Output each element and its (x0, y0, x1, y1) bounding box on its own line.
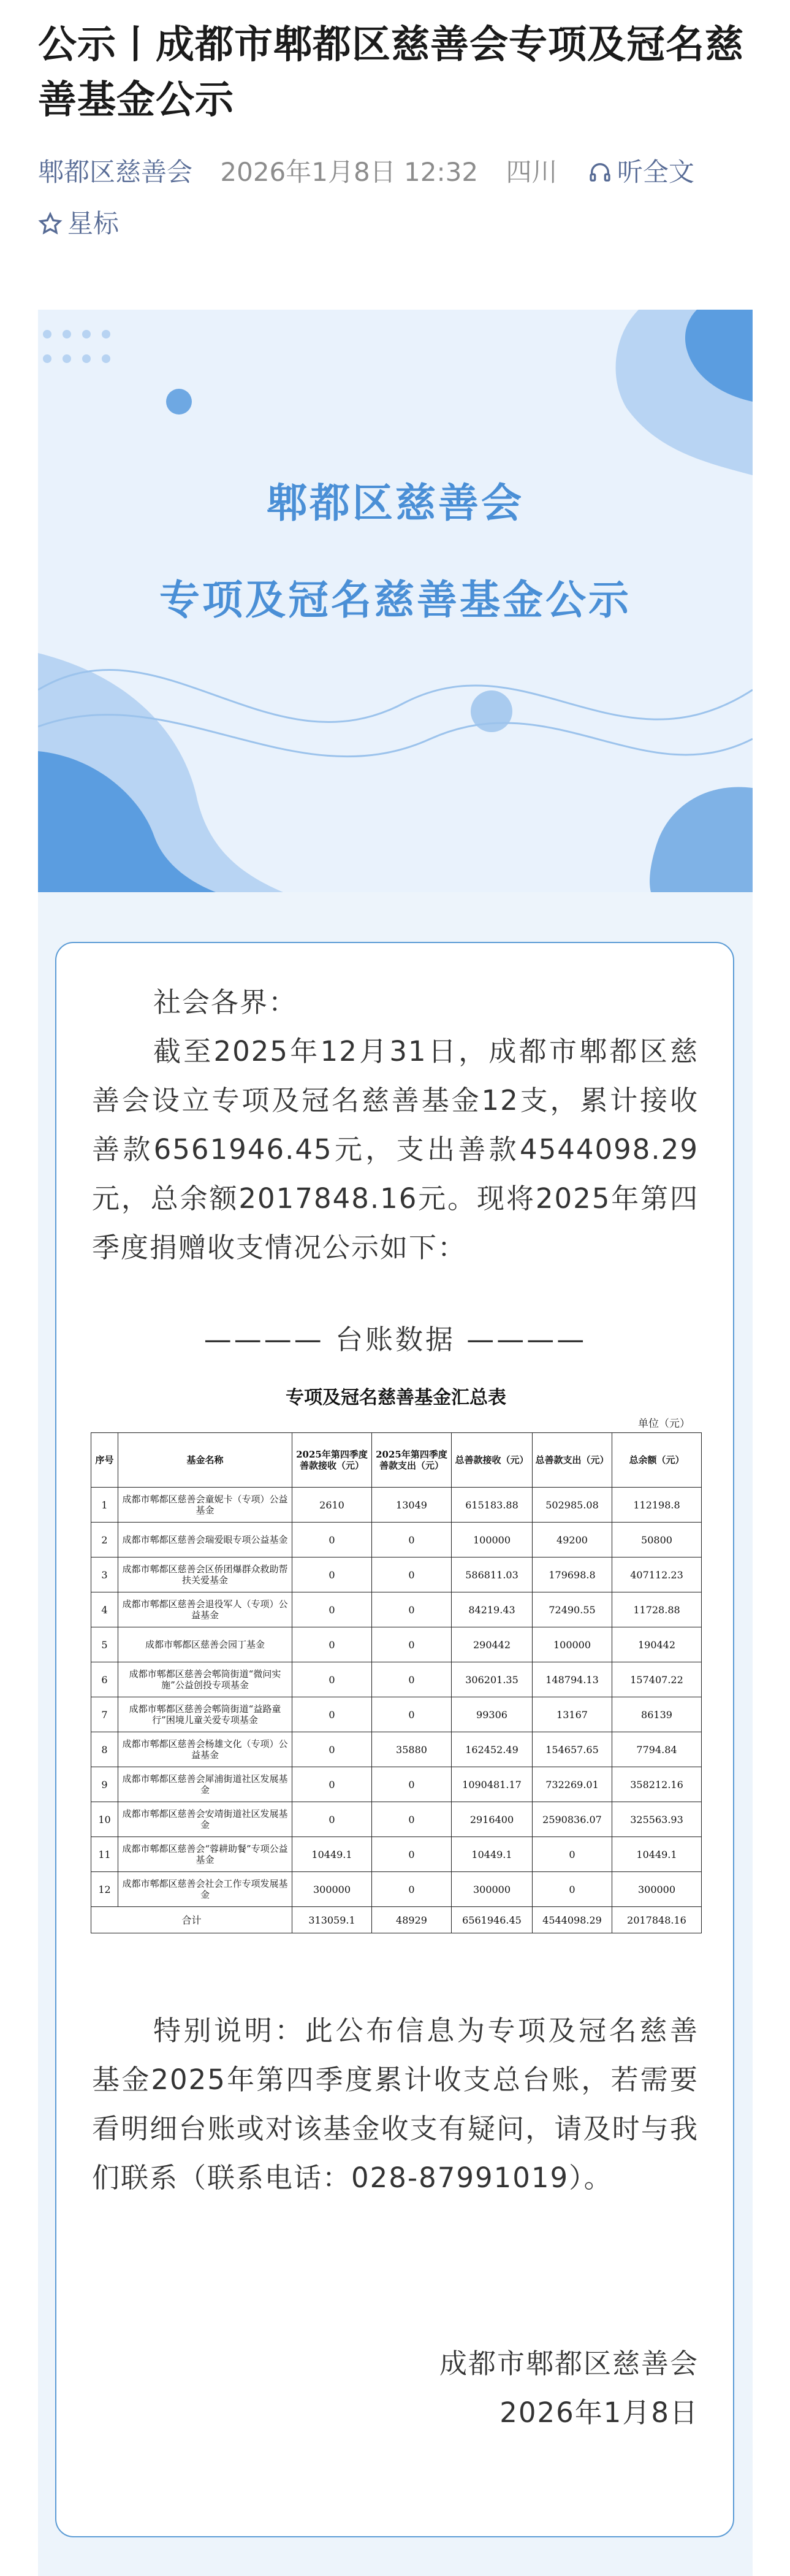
cell-balance: 190442 (612, 1627, 702, 1662)
cell-fund-name: 成都市郫都区慈善会杨雄文化（专项）公益基金 (118, 1732, 292, 1767)
table-row (91, 1767, 702, 1802)
table-row (91, 1872, 702, 1907)
listen-label: 听全文 (617, 157, 694, 187)
cell-q4-in: 0 (292, 1767, 372, 1802)
cell-q4-in: 0 (292, 1627, 372, 1662)
cell-q4-out: 0 (372, 1837, 452, 1872)
table-row (91, 1557, 702, 1592)
table-row (91, 1662, 702, 1697)
total-total-out: 4544098.29 (533, 1907, 612, 1933)
cell-balance: 86139 (612, 1697, 702, 1732)
cell-fund-name: 成都市郫都区慈善会“蓉耕助餐”专项公益基金 (118, 1837, 292, 1872)
cell-total-in: 84219.43 (452, 1592, 533, 1627)
headphones-icon (588, 160, 612, 185)
cell-q4-out: 0 (372, 1697, 452, 1732)
cell-no: 6 (91, 1662, 118, 1697)
ledger-divider: ———— 台账数据 ———— (203, 1323, 587, 1356)
cell-balance: 325563.93 (612, 1802, 702, 1837)
cell-q4-in: 2610 (292, 1488, 372, 1523)
total-total-in: 6561946.45 (452, 1907, 533, 1933)
intro-paragraph: 截至2025年12月31日，成都市郫都区慈善会设立专项及冠名慈善基金12支，累计接收善款6561946.45元，支出善款4544098.29元，总余额2017848.16元。现将2025年第四季度捐赠收支情况公示如下： (92, 1035, 699, 1264)
header-balance: 总余额（元） (612, 1433, 702, 1488)
cell-q4-out: 0 (372, 1523, 452, 1557)
cell-q4-out: 0 (372, 1767, 452, 1802)
cell-total-out: 154657.65 (533, 1732, 612, 1767)
account-name-link[interactable]: 郫都区慈善会 (38, 157, 193, 187)
cell-balance: 7794.84 (612, 1732, 702, 1767)
table-row (91, 1488, 702, 1523)
table-title: 专项及冠名慈善基金汇总表 (286, 1387, 506, 1408)
cell-no: 7 (91, 1697, 118, 1732)
signature-date: 2026年1月8日 (499, 2396, 699, 2429)
cell-total-in: 162452.49 (452, 1732, 533, 1767)
cell-fund-name: 成都市郫都区慈善会童妮卡（专项）公益基金 (118, 1488, 292, 1523)
cell-total-in: 2916400 (452, 1802, 533, 1837)
cell-q4-in: 0 (292, 1557, 372, 1592)
star-icon (38, 212, 63, 236)
star-label: 星标 (67, 208, 120, 239)
cell-no: 11 (91, 1837, 118, 1872)
cell-q4-out: 35880 (372, 1732, 452, 1767)
cell-balance: 50800 (612, 1523, 702, 1557)
cell-no: 12 (91, 1872, 118, 1907)
cell-fund-name: 成都市郫都区慈善会瑞爱眼专项公益基金 (118, 1523, 292, 1557)
cell-total-out: 179698.8 (533, 1557, 612, 1592)
cell-q4-in: 0 (292, 1592, 372, 1627)
cell-fund-name: 成都市郫都区慈善会犀浦街道社区发展基金 (118, 1767, 292, 1802)
star-button[interactable] (38, 205, 761, 243)
cell-balance: 358212.16 (612, 1767, 702, 1802)
cell-total-in: 306201.35 (452, 1662, 533, 1697)
total-label: 合计 (91, 1907, 292, 1933)
cell-q4-in: 0 (292, 1662, 372, 1697)
cell-fund-name: 成都市郫都区慈善会郫筒街道“益路童行”困境儿童关爱专项基金 (118, 1697, 292, 1732)
total-q4-out: 48929 (372, 1907, 452, 1933)
cell-total-out: 0 (533, 1872, 612, 1907)
cell-total-in: 586811.03 (452, 1557, 533, 1592)
cell-fund-name: 成都市郫都区慈善会区侨团爆群众救助帮扶关爱基金 (118, 1557, 292, 1592)
cell-fund-name: 成都市郫都区慈善会郫筒街道“微问实施”公益创投专项基金 (118, 1662, 292, 1697)
cell-q4-out: 13049 (372, 1488, 452, 1523)
signature-organization: 成都市郫都区慈善会 (439, 2347, 699, 2380)
cell-no: 8 (91, 1732, 118, 1767)
publish-region: 四川 (506, 157, 558, 187)
cell-q4-out: 0 (372, 1592, 452, 1627)
fund-summary-table (91, 1432, 702, 1933)
special-note-paragraph: 特别说明：此公布信息为专项及冠名慈善基金2025年第四季度累计收支总台账，若需要看明细台账或对该基金收支有疑问，请及时与我们联系（联系电话：028-87991019）。 (92, 2014, 699, 2194)
cell-q4-in: 0 (292, 1523, 372, 1557)
table-row (91, 1732, 702, 1767)
cell-no: 5 (91, 1627, 118, 1662)
header-total-out: 总善款支出（元） (533, 1433, 612, 1488)
table-row (91, 1627, 702, 1662)
cell-total-out: 502985.08 (533, 1488, 612, 1523)
cell-q4-in: 0 (292, 1697, 372, 1732)
header-name: 基金名称 (118, 1433, 292, 1488)
cell-balance: 300000 (612, 1872, 702, 1907)
cell-total-out: 732269.01 (533, 1767, 612, 1802)
table-row (91, 1592, 702, 1627)
cell-no: 3 (91, 1557, 118, 1592)
table-row (91, 1697, 702, 1732)
cell-total-in: 615183.88 (452, 1488, 533, 1523)
cell-balance: 407112.23 (612, 1557, 702, 1592)
header-banner (38, 310, 753, 892)
cell-total-out: 72490.55 (533, 1592, 612, 1627)
cell-no: 4 (91, 1592, 118, 1627)
header-q4-out: 2025年第四季度善款支出（元） (372, 1433, 452, 1488)
cell-balance: 157407.22 (612, 1662, 702, 1697)
total-balance: 2017848.16 (612, 1907, 702, 1933)
cell-q4-in: 10449.1 (292, 1837, 372, 1872)
cell-q4-out: 0 (372, 1627, 452, 1662)
cell-total-in: 300000 (452, 1872, 533, 1907)
cell-total-in: 1090481.17 (452, 1767, 533, 1802)
header-total-in: 总善款接收（元） (452, 1433, 533, 1488)
header-q4-in: 2025年第四季度善款接收（元） (292, 1433, 372, 1488)
cell-total-out: 2590836.07 (533, 1802, 612, 1837)
cell-total-out: 0 (533, 1837, 612, 1872)
cell-q4-out: 0 (372, 1802, 452, 1837)
cell-fund-name: 成都市郫都区慈善会园丁基金 (118, 1627, 292, 1662)
article-title: 公示丨成都市郫都区慈善会专项及冠名慈善基金公示 (38, 22, 744, 122)
cell-q4-in: 0 (292, 1802, 372, 1837)
table-row (91, 1523, 702, 1557)
cell-q4-in: 300000 (292, 1872, 372, 1907)
cell-total-in: 290442 (452, 1627, 533, 1662)
header-no: 序号 (91, 1433, 118, 1488)
banner-title-line1: 郫都区慈善会 (267, 480, 524, 527)
cell-fund-name: 成都市郫都区慈善会退役军人（专项）公益基金 (118, 1592, 292, 1627)
cell-total-out: 148794.13 (533, 1662, 612, 1697)
cell-balance: 10449.1 (612, 1837, 702, 1872)
cell-q4-out: 0 (372, 1872, 452, 1907)
table-header-row (91, 1433, 702, 1488)
cell-balance: 11728.88 (612, 1592, 702, 1627)
publish-date: 2026年1月8日 12:32 (220, 157, 479, 187)
cell-total-out: 100000 (533, 1627, 612, 1662)
cell-fund-name: 成都市郫都区慈善会社会工作专项发展基金 (118, 1872, 292, 1907)
cell-total-in: 99306 (452, 1697, 533, 1732)
cell-no: 10 (91, 1802, 118, 1837)
listen-button[interactable] (588, 157, 694, 187)
cell-no: 1 (91, 1488, 118, 1523)
total-q4-in: 313059.1 (292, 1907, 372, 1933)
banner-title-line2: 专项及冠名慈善基金公示 (159, 576, 631, 624)
cell-total-in: 10449.1 (452, 1837, 533, 1872)
cell-total-in: 100000 (452, 1523, 533, 1557)
cell-no: 2 (91, 1523, 118, 1557)
fund-summary-table-image (91, 1381, 701, 1933)
cell-total-out: 13167 (533, 1697, 612, 1732)
cell-balance: 112198.8 (612, 1488, 702, 1523)
article-meta (38, 153, 761, 243)
table-unit: 单位（元） (638, 1418, 690, 1430)
table-row (91, 1837, 702, 1872)
greeting-text: 社会各界： (153, 986, 298, 1019)
table-row (91, 1802, 702, 1837)
cell-q4-out: 0 (372, 1662, 452, 1697)
cell-total-out: 49200 (533, 1523, 612, 1557)
cell-no: 9 (91, 1767, 118, 1802)
table-total-row (91, 1907, 702, 1933)
cell-q4-in: 0 (292, 1732, 372, 1767)
cell-q4-out: 0 (372, 1557, 452, 1592)
cell-fund-name: 成都市郫都区慈善会安靖街道社区发展基金 (118, 1802, 292, 1837)
